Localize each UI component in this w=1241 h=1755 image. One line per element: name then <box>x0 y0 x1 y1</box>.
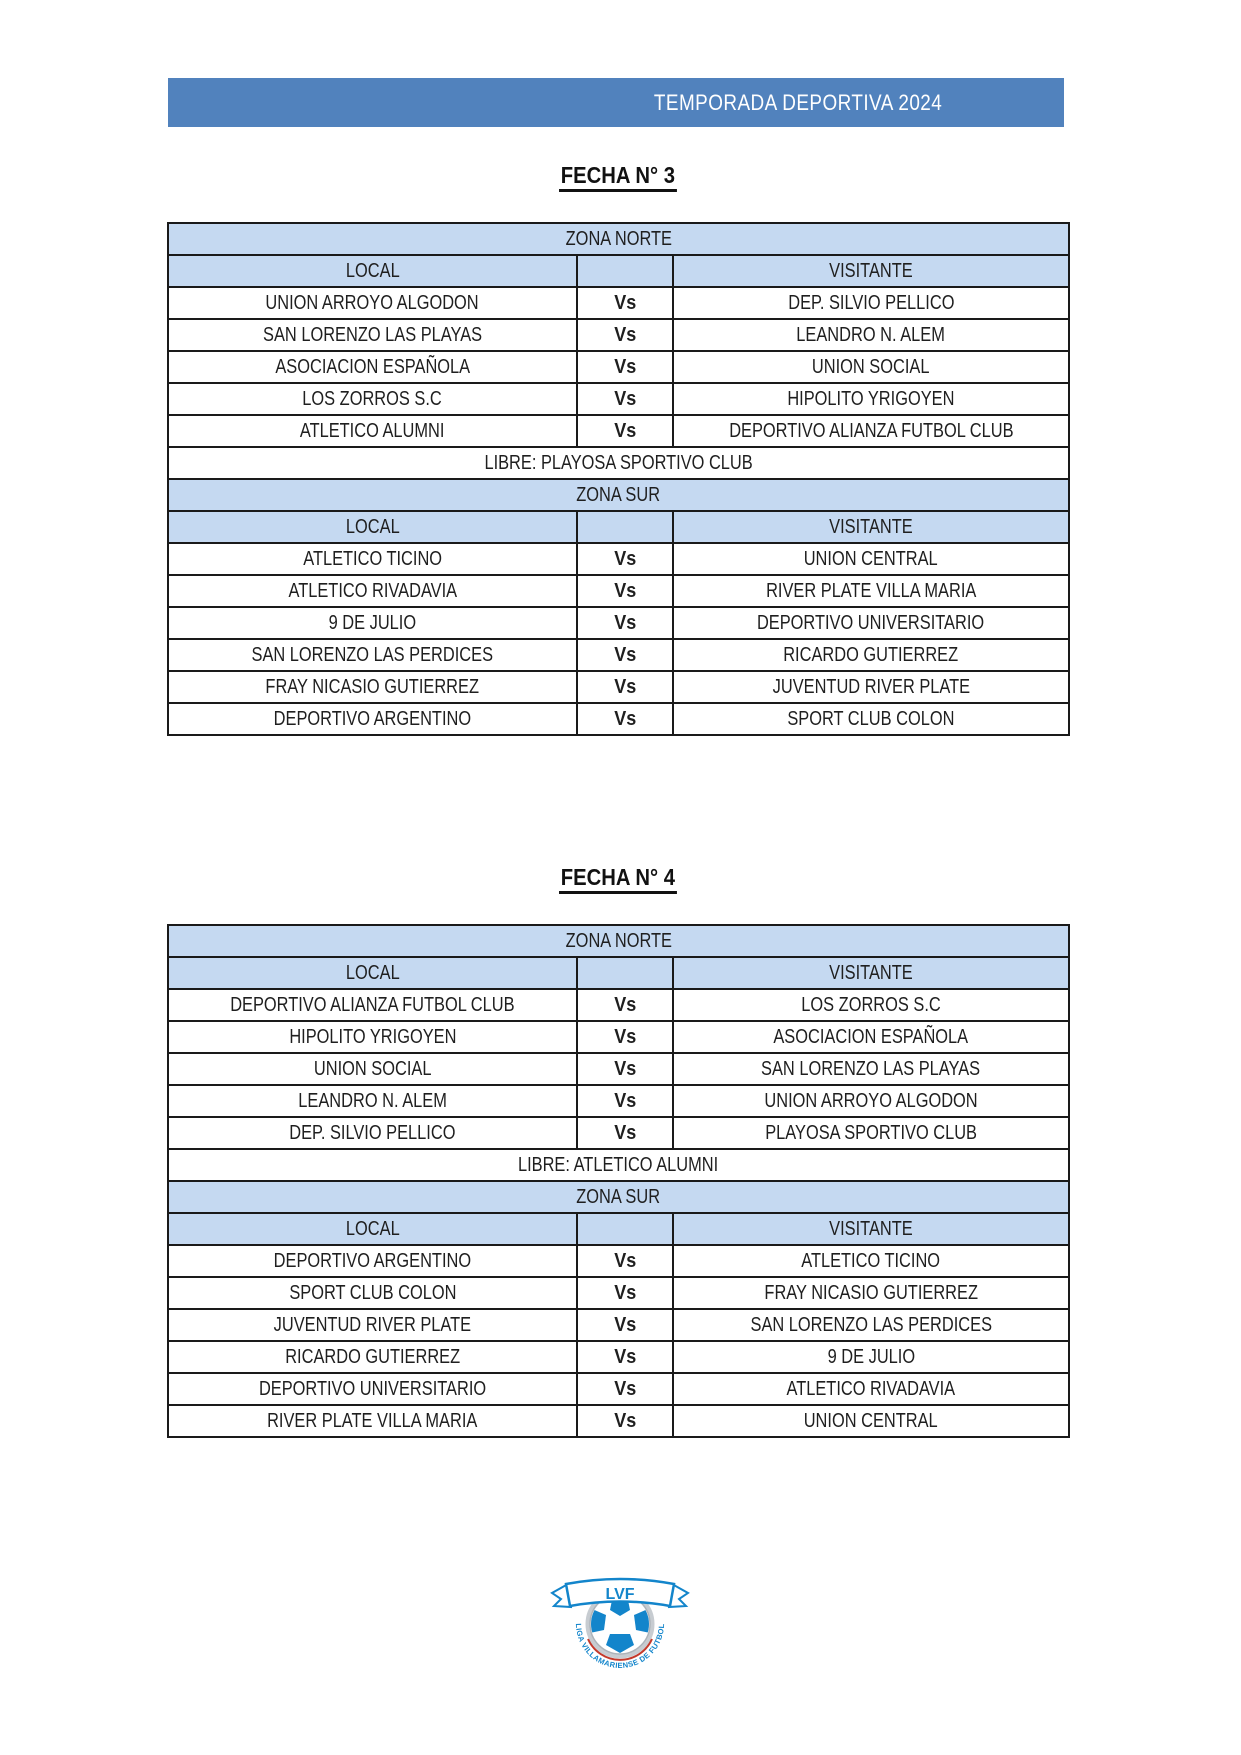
match-row <box>168 1053 1069 1085</box>
match-row <box>168 1277 1069 1309</box>
local-team-cell: RICARDO GUTIERREZ <box>168 1341 577 1373</box>
column-header-local: LOCAL <box>168 957 577 989</box>
zone-header-row <box>168 925 1069 957</box>
vs-cell: Vs <box>577 1373 673 1405</box>
visitante-team-cell: DEP. SILVIO PELLICO <box>673 287 1069 319</box>
match-row <box>168 319 1069 351</box>
local-team-cell: ASOCIACION ESPAÑOLA <box>168 351 577 383</box>
fecha-title: FECHA N° 3 <box>167 162 1068 188</box>
local-team-cell: DEPORTIVO ARGENTINO <box>168 1245 577 1277</box>
match-row <box>168 1309 1069 1341</box>
zone-header-row <box>168 1181 1069 1213</box>
vs-cell: Vs <box>577 543 673 575</box>
lvf-logo-svg <box>540 1572 700 1672</box>
libre-cell: LIBRE: PLAYOSA SPORTIVO CLUB <box>168 447 1069 479</box>
visitante-team-cell: LOS ZORROS S.C <box>673 989 1069 1021</box>
vs-cell: Vs <box>577 1277 673 1309</box>
visitante-team-cell: ASOCIACION ESPAÑOLA <box>673 1021 1069 1053</box>
visitante-team-cell: FRAY NICASIO GUTIERREZ <box>673 1277 1069 1309</box>
column-header-visitante: VISITANTE <box>673 957 1069 989</box>
visitante-team-cell: 9 DE JULIO <box>673 1341 1069 1373</box>
header-banner <box>168 78 1064 127</box>
fixture-table <box>167 222 1070 736</box>
local-team-cell: DEP. SILVIO PELLICO <box>168 1117 577 1149</box>
visitante-team-cell: SAN LORENZO LAS PLAYAS <box>673 1053 1069 1085</box>
match-row <box>168 639 1069 671</box>
match-row <box>168 1085 1069 1117</box>
visitante-team-cell: SPORT CLUB COLON <box>673 703 1069 735</box>
local-team-cell: LEANDRO N. ALEM <box>168 1085 577 1117</box>
visitante-team-cell: LEANDRO N. ALEM <box>673 319 1069 351</box>
match-row <box>168 1341 1069 1373</box>
column-header-row <box>168 957 1069 989</box>
match-row <box>168 1245 1069 1277</box>
logo-ring-text: LIGA VILLAMARIENSE DE FUTBOL <box>573 1623 667 1671</box>
vs-cell: Vs <box>577 383 673 415</box>
column-header-empty <box>577 511 673 543</box>
match-row <box>168 703 1069 735</box>
match-row <box>168 543 1069 575</box>
column-header-local: LOCAL <box>168 511 577 543</box>
match-row <box>168 351 1069 383</box>
local-team-cell: ATLETICO TICINO <box>168 543 577 575</box>
local-team-cell: UNION ARROYO ALGODON <box>168 287 577 319</box>
match-row <box>168 1117 1069 1149</box>
libre-cell: LIBRE: ATLETICO ALUMNI <box>168 1149 1069 1181</box>
local-team-cell: SAN LORENZO LAS PERDICES <box>168 639 577 671</box>
local-team-cell: SAN LORENZO LAS PLAYAS <box>168 319 577 351</box>
local-team-cell: RIVER PLATE VILLA MARIA <box>168 1405 577 1437</box>
fecha-title: FECHA N° 4 <box>167 864 1068 890</box>
zone-header-row <box>168 223 1069 255</box>
match-row <box>168 415 1069 447</box>
local-team-cell: DEPORTIVO ALIANZA FUTBOL CLUB <box>168 989 577 1021</box>
vs-cell: Vs <box>577 1245 673 1277</box>
column-header-empty <box>577 957 673 989</box>
visitante-team-cell: UNION SOCIAL <box>673 351 1069 383</box>
vs-cell: Vs <box>577 1341 673 1373</box>
vs-cell: Vs <box>577 671 673 703</box>
local-team-cell: 9 DE JULIO <box>168 607 577 639</box>
column-header-local: LOCAL <box>168 1213 577 1245</box>
visitante-team-cell: JUVENTUD RIVER PLATE <box>673 671 1069 703</box>
libre-row <box>168 1149 1069 1181</box>
vs-cell: Vs <box>577 319 673 351</box>
local-team-cell: FRAY NICASIO GUTIERREZ <box>168 671 577 703</box>
column-header-empty <box>577 255 673 287</box>
local-team-cell: SPORT CLUB COLON <box>168 1277 577 1309</box>
column-header-visitante: VISITANTE <box>673 255 1069 287</box>
column-header-row <box>168 511 1069 543</box>
column-header-row <box>168 255 1069 287</box>
logo-acronym: LVF <box>605 1586 635 1603</box>
match-row <box>168 671 1069 703</box>
banner-title: TEMPORADA DEPORTIVA 2024 <box>653 89 942 115</box>
visitante-team-cell: SAN LORENZO LAS PERDICES <box>673 1309 1069 1341</box>
local-team-cell: HIPOLITO YRIGOYEN <box>168 1021 577 1053</box>
match-row <box>168 607 1069 639</box>
local-team-cell: DEPORTIVO UNIVERSITARIO <box>168 1373 577 1405</box>
match-row <box>168 1373 1069 1405</box>
vs-cell: Vs <box>577 703 673 735</box>
libre-row <box>168 447 1069 479</box>
match-row <box>168 1405 1069 1437</box>
visitante-team-cell: DEPORTIVO ALIANZA FUTBOL CLUB <box>673 415 1069 447</box>
zone-header: ZONA SUR <box>168 479 1069 511</box>
vs-cell: Vs <box>577 639 673 671</box>
match-row <box>168 575 1069 607</box>
column-header-visitante: VISITANTE <box>673 1213 1069 1245</box>
vs-cell: Vs <box>577 1309 673 1341</box>
vs-cell: Vs <box>577 415 673 447</box>
vs-cell: Vs <box>577 1021 673 1053</box>
vs-cell: Vs <box>577 1117 673 1149</box>
vs-cell: Vs <box>577 1405 673 1437</box>
visitante-team-cell: RIVER PLATE VILLA MARIA <box>673 575 1069 607</box>
fixture-table <box>167 924 1070 1438</box>
vs-cell: Vs <box>577 1085 673 1117</box>
vs-cell: Vs <box>577 607 673 639</box>
vs-cell: Vs <box>577 575 673 607</box>
visitante-team-cell: HIPOLITO YRIGOYEN <box>673 383 1069 415</box>
local-team-cell: JUVENTUD RIVER PLATE <box>168 1309 577 1341</box>
vs-cell: Vs <box>577 989 673 1021</box>
zone-header-row <box>168 479 1069 511</box>
fixture-section <box>167 162 1068 736</box>
visitante-team-cell: UNION CENTRAL <box>673 1405 1069 1437</box>
match-row <box>168 287 1069 319</box>
visitante-team-cell: PLAYOSA SPORTIVO CLUB <box>673 1117 1069 1149</box>
vs-cell: Vs <box>577 1053 673 1085</box>
ribbon-banner <box>552 1579 688 1607</box>
visitante-team-cell: UNION CENTRAL <box>673 543 1069 575</box>
local-team-cell: ATLETICO RIVADAVIA <box>168 575 577 607</box>
local-team-cell: UNION SOCIAL <box>168 1053 577 1085</box>
fixture-section <box>167 864 1068 1438</box>
local-team-cell: DEPORTIVO ARGENTINO <box>168 703 577 735</box>
zone-header: ZONA NORTE <box>168 223 1069 255</box>
match-row <box>168 383 1069 415</box>
column-header-empty <box>577 1213 673 1245</box>
visitante-team-cell: ATLETICO RIVADAVIA <box>673 1373 1069 1405</box>
zone-header: ZONA NORTE <box>168 925 1069 957</box>
column-header-visitante: VISITANTE <box>673 511 1069 543</box>
column-header-local: LOCAL <box>168 255 577 287</box>
visitante-team-cell: DEPORTIVO UNIVERSITARIO <box>673 607 1069 639</box>
match-row <box>168 989 1069 1021</box>
visitante-team-cell: UNION ARROYO ALGODON <box>673 1085 1069 1117</box>
vs-cell: Vs <box>577 351 673 383</box>
local-team-cell: ATLETICO ALUMNI <box>168 415 577 447</box>
zone-header: ZONA SUR <box>168 1181 1069 1213</box>
visitante-team-cell: ATLETICO TICINO <box>673 1245 1069 1277</box>
local-team-cell: LOS ZORROS S.C <box>168 383 577 415</box>
vs-cell: Vs <box>577 287 673 319</box>
column-header-row <box>168 1213 1069 1245</box>
match-row <box>168 1021 1069 1053</box>
visitante-team-cell: RICARDO GUTIERREZ <box>673 639 1069 671</box>
lvf-logo <box>540 1572 700 1672</box>
